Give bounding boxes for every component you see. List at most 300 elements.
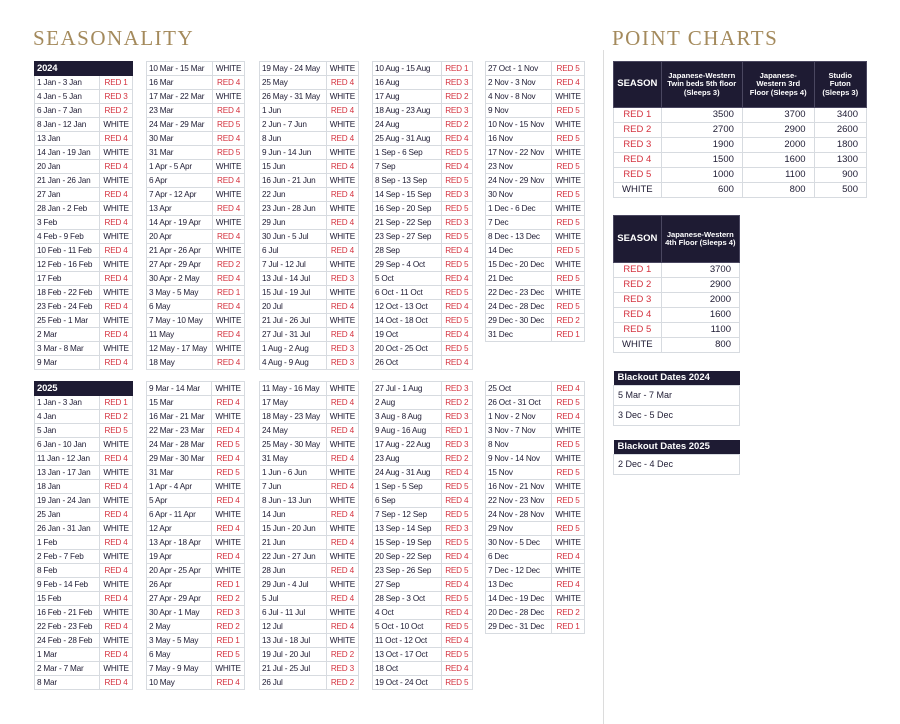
season-date-range: 28 Jun (260, 564, 327, 578)
season-row (260, 452, 359, 466)
season-row (373, 76, 473, 90)
season-row (373, 62, 473, 76)
season-date-range: 11 May - 16 May (260, 382, 327, 396)
season-date-range: 1 Feb (35, 536, 100, 550)
season-row (260, 382, 359, 396)
season-date-range: 26 Oct - 31 Oct (486, 396, 552, 410)
season-date-range: 29 Jun (260, 216, 327, 230)
season-row (260, 216, 359, 230)
season-code: RED 4 (326, 104, 358, 118)
season-code: WHITE (213, 188, 245, 202)
season-date-range: 26 Jul (260, 676, 327, 690)
season-code: RED 5 (441, 286, 473, 300)
season-date-range: 1 Apr - 4 Apr (147, 480, 212, 494)
season-name: WHITE (614, 338, 662, 353)
season-code: RED 4 (441, 662, 473, 676)
season-code: WHITE (212, 508, 245, 522)
season-row (260, 118, 359, 132)
points-value: 2700 (661, 123, 742, 138)
season-row (35, 202, 133, 216)
season-code: WHITE (100, 258, 133, 272)
room-type-header: Studio Futon (Sleeps 3) (814, 62, 866, 108)
season-row (373, 550, 473, 564)
point-chart-table-2 (613, 215, 740, 353)
season-code: RED 2 (326, 676, 358, 690)
season-code: RED 5 (552, 272, 585, 286)
season-code: RED 5 (552, 466, 585, 480)
season-row (147, 356, 245, 370)
season-date-range: 14 Apr - 19 Apr (147, 216, 213, 230)
season-code: RED 1 (552, 620, 585, 634)
season-code: WHITE (100, 494, 133, 508)
season-row (486, 592, 585, 606)
season-date-range: 13 Jan (35, 132, 100, 146)
season-code: RED 4 (213, 104, 245, 118)
season-row (147, 146, 245, 160)
season-row (147, 480, 245, 494)
season-code: RED 4 (100, 272, 133, 286)
season-row (35, 314, 133, 328)
season-code: RED 3 (441, 522, 473, 536)
season-code: RED 2 (100, 410, 133, 424)
season-date-range: 15 Jun - 20 Jun (260, 522, 327, 536)
season-code: RED 4 (441, 494, 473, 508)
season-date-range: 1 Nov - 2 Nov (486, 410, 552, 424)
season-date-range: 21 Jul - 25 Jul (260, 662, 327, 676)
points-value: 1600 (742, 153, 814, 168)
season-code: WHITE (552, 508, 585, 522)
season-row (147, 634, 245, 648)
season-row (147, 466, 245, 480)
season-row (373, 536, 473, 550)
season-code: RED 4 (213, 132, 245, 146)
season-date-range: 20 Apr (147, 230, 213, 244)
season-date-range: 15 Feb (35, 592, 100, 606)
season-code: WHITE (212, 480, 245, 494)
season-code: RED 4 (212, 424, 245, 438)
section-divider (603, 50, 604, 724)
season-code: RED 4 (326, 564, 358, 578)
season-code: RED 4 (441, 634, 473, 648)
room-type-header: Japanese-Western 3rd Floor (Sleeps 4) (742, 62, 814, 108)
season-row (260, 230, 359, 244)
season-row (35, 104, 133, 118)
season-date-range: 23 Jun - 28 Jun (260, 202, 327, 216)
season-code: RED 5 (441, 620, 473, 634)
season-row (486, 286, 585, 300)
season-date-range: 29 Jun - 4 Jul (260, 578, 327, 592)
season-code: WHITE (213, 160, 245, 174)
season-row (373, 132, 473, 146)
season-date-range: 17 Feb (35, 272, 100, 286)
season-row (35, 466, 133, 480)
season-row (260, 244, 359, 258)
season-row (260, 104, 359, 118)
season-date-range: 8 Sep - 13 Sep (373, 174, 442, 188)
season-row (147, 314, 245, 328)
season-code: RED 4 (326, 480, 358, 494)
season-row (486, 466, 585, 480)
season-row (260, 676, 359, 690)
points-row (614, 338, 740, 353)
season-date-range: 18 Jan (35, 480, 100, 494)
season-name: RED 1 (614, 263, 662, 278)
season-code: RED 1 (212, 578, 245, 592)
season-code: RED 4 (326, 76, 358, 90)
season-row (486, 620, 585, 634)
season-date-range: 6 Apr (147, 174, 213, 188)
season-code: RED 4 (212, 494, 245, 508)
season-row (373, 216, 473, 230)
season-date-range: 28 Jan - 2 Feb (35, 202, 100, 216)
season-row (147, 62, 245, 76)
season-row (35, 230, 133, 244)
season-row (147, 202, 245, 216)
season-date-range: 15 Dec - 20 Dec (486, 258, 552, 272)
year-header-row (35, 62, 133, 76)
season-date-range: 19 Oct (373, 328, 442, 342)
season-date-range: 23 Sep - 27 Sep (373, 230, 442, 244)
season-row (486, 536, 585, 550)
points-row (614, 278, 740, 293)
season-date-range: 7 Jun (260, 480, 327, 494)
season-code: RED 4 (552, 382, 585, 396)
season-date-range: 26 Apr (147, 578, 212, 592)
season-row (260, 620, 359, 634)
season-date-range: 2 Nov - 3 Nov (486, 76, 552, 90)
season-code: WHITE (100, 522, 133, 536)
season-date-range: 9 Mar (35, 356, 100, 370)
season-row (35, 258, 133, 272)
season-code: RED 4 (213, 76, 245, 90)
season-date-range: 22 Mar - 23 Mar (147, 424, 212, 438)
season-row (260, 466, 359, 480)
season-date-range: 6 May (147, 648, 212, 662)
season-code: RED 4 (213, 202, 245, 216)
points-row (614, 108, 867, 123)
season-row (35, 244, 133, 258)
season-code: WHITE (326, 258, 358, 272)
season-code: RED 4 (441, 160, 473, 174)
season-code: WHITE (213, 216, 245, 230)
season-code: RED 4 (441, 300, 473, 314)
season-date-range: 25 Feb - 1 Mar (35, 314, 100, 328)
seasonality-2025-column-1 (34, 381, 133, 690)
season-row (260, 410, 359, 424)
season-row (486, 522, 585, 536)
room-type-header: Japanese-Western 4th Floor (Sleeps 4) (661, 216, 739, 263)
season-code: RED 5 (552, 522, 585, 536)
blackout-date-range: 5 Mar - 7 Mar (614, 385, 740, 405)
season-code: RED 4 (326, 216, 358, 230)
season-date-range: 1 Jan - 3 Jan (35, 396, 100, 410)
season-row (486, 550, 585, 564)
season-date-range: 10 Aug - 15 Aug (373, 62, 442, 76)
points-value: 1300 (814, 153, 866, 168)
season-code: RED 5 (552, 132, 585, 146)
season-date-range: 17 Nov - 22 Nov (486, 146, 552, 160)
season-date-range: 12 May - 17 May (147, 342, 213, 356)
season-date-range: 16 Jun - 21 Jun (260, 174, 327, 188)
season-code: RED 4 (213, 300, 245, 314)
season-row (260, 438, 359, 452)
season-row (373, 480, 473, 494)
season-date-range: 29 Nov (486, 522, 552, 536)
season-date-range: 4 Feb - 9 Feb (35, 230, 100, 244)
season-row (147, 662, 245, 676)
season-date-range: 27 Sep (373, 578, 442, 592)
season-code: WHITE (326, 174, 358, 188)
seasonality-2024-column-3 (259, 61, 359, 370)
season-row (35, 356, 133, 370)
season-row (35, 272, 133, 286)
season-row (260, 314, 359, 328)
season-row (147, 258, 245, 272)
season-code: WHITE (100, 286, 133, 300)
points-value: 3500 (661, 108, 742, 123)
blackout-2025-title: Blackout Dates 2025 (614, 440, 740, 454)
season-date-range: 24 Nov - 29 Nov (486, 174, 552, 188)
season-date-range: 23 Nov (486, 160, 552, 174)
season-code: WHITE (552, 424, 585, 438)
season-date-range: 2 Feb - 7 Feb (35, 550, 100, 564)
season-code: RED 1 (552, 328, 585, 342)
season-date-range: 31 Mar (147, 466, 212, 480)
season-row (260, 480, 359, 494)
season-date-range: 15 Jul - 19 Jul (260, 286, 327, 300)
season-date-range: 27 Jul - 1 Aug (373, 382, 442, 396)
season-date-range: 18 May - 23 May (260, 410, 327, 424)
points-value: 2900 (661, 278, 739, 293)
season-code: RED 5 (441, 258, 473, 272)
season-date-range: 6 Jan - 7 Jan (35, 104, 100, 118)
season-date-range: 5 Jul (260, 592, 327, 606)
season-date-range: 6 May (147, 300, 213, 314)
season-code: RED 4 (100, 160, 133, 174)
season-row (35, 480, 133, 494)
season-row (486, 494, 585, 508)
season-row (35, 592, 133, 606)
season-date-range: 6 Jan - 10 Jan (35, 438, 100, 452)
season-code: RED 4 (100, 564, 133, 578)
season-date-range: 18 Feb - 22 Feb (35, 286, 100, 300)
season-date-range: 14 Jun (260, 508, 327, 522)
season-row (147, 438, 245, 452)
season-code: RED 2 (326, 648, 358, 662)
season-date-range: 10 May (147, 676, 212, 690)
season-date-range: 12 Feb - 16 Feb (35, 258, 100, 272)
season-date-range: 2 Aug (373, 396, 442, 410)
season-date-range: 3 Mar - 8 Mar (35, 342, 100, 356)
season-date-range: 8 Dec - 13 Dec (486, 230, 552, 244)
season-date-range: 15 Jun (260, 160, 327, 174)
season-code: WHITE (326, 202, 358, 216)
season-code: WHITE (326, 286, 358, 300)
season-code: WHITE (212, 662, 245, 676)
season-row (35, 564, 133, 578)
season-row (260, 536, 359, 550)
season-code: RED 1 (441, 62, 473, 76)
season-row (147, 550, 245, 564)
season-code: RED 4 (441, 244, 473, 258)
season-date-range: 1 Jun (260, 104, 327, 118)
season-row (373, 494, 473, 508)
season-code: RED 4 (100, 452, 133, 466)
season-date-range: 24 Aug (373, 118, 442, 132)
season-code: RED 4 (441, 578, 473, 592)
seasonality-2024-column-5 (485, 61, 585, 342)
season-row (35, 606, 133, 620)
season-code: WHITE (326, 230, 358, 244)
season-date-range: 19 Jul - 20 Jul (260, 648, 327, 662)
season-row (35, 132, 133, 146)
season-date-range: 9 Aug - 16 Aug (373, 424, 442, 438)
season-code: RED 5 (441, 480, 473, 494)
season-code: WHITE (100, 146, 133, 160)
season-row (373, 174, 473, 188)
season-date-range: 6 Sep (373, 494, 442, 508)
season-date-range: 20 Jan (35, 160, 100, 174)
season-date-range: 16 Aug (373, 76, 442, 90)
season-date-range: 23 Mar (147, 104, 213, 118)
season-code: RED 2 (212, 620, 245, 634)
season-row (260, 396, 359, 410)
season-code: WHITE (326, 522, 358, 536)
season-date-range: 1 Apr - 5 Apr (147, 160, 213, 174)
season-code: RED 1 (100, 76, 133, 90)
season-code: WHITE (552, 90, 585, 104)
season-row (373, 424, 473, 438)
season-date-range: 14 Oct - 18 Oct (373, 314, 442, 328)
season-row (260, 606, 359, 620)
season-date-range: 7 Dec - 12 Dec (486, 564, 552, 578)
season-code: RED 5 (441, 174, 473, 188)
season-row (373, 118, 473, 132)
season-date-range: 22 Nov - 23 Nov (486, 494, 552, 508)
season-code: RED 4 (326, 328, 358, 342)
season-date-range: 9 Nov (486, 104, 552, 118)
season-code: RED 2 (100, 104, 133, 118)
season-code: WHITE (213, 244, 245, 258)
season-row (373, 230, 473, 244)
season-date-range: 11 Jan - 12 Jan (35, 452, 100, 466)
season-code: RED 3 (441, 410, 473, 424)
season-row (486, 328, 585, 342)
season-code: RED 2 (213, 258, 245, 272)
season-code: RED 5 (552, 244, 585, 258)
season-row (373, 90, 473, 104)
season-code: RED 3 (212, 606, 245, 620)
points-value: 2600 (814, 123, 866, 138)
season-code: RED 4 (441, 272, 473, 286)
season-row (35, 676, 133, 690)
season-row (373, 382, 473, 396)
season-code: WHITE (552, 146, 585, 160)
season-date-range: 21 Dec (486, 272, 552, 286)
season-code: RED 5 (441, 230, 473, 244)
season-date-range: 7 Dec (486, 216, 552, 230)
season-row (486, 438, 585, 452)
season-code: RED 3 (441, 188, 473, 202)
season-row (486, 230, 585, 244)
blackout-row (614, 454, 740, 474)
season-row (147, 536, 245, 550)
points-value: 1100 (742, 168, 814, 183)
season-row (147, 90, 245, 104)
season-date-range: 23 Feb - 24 Feb (35, 300, 100, 314)
season-row (486, 188, 585, 202)
season-date-range: 8 Jun (260, 132, 327, 146)
points-value: 500 (814, 183, 866, 198)
season-row (373, 104, 473, 118)
points-value: 2000 (742, 138, 814, 153)
season-code: WHITE (100, 550, 133, 564)
season-date-range: 12 Jul (260, 620, 327, 634)
season-date-range: 27 Jul - 31 Jul (260, 328, 327, 342)
season-date-range: 2 Jun - 7 Jun (260, 118, 327, 132)
season-code: WHITE (552, 480, 585, 494)
season-row (147, 188, 245, 202)
season-row (147, 174, 245, 188)
season-code: RED 5 (213, 146, 245, 160)
season-code: RED 2 (552, 314, 585, 328)
season-date-range: 14 Dec - 19 Dec (486, 592, 552, 606)
season-code: RED 4 (100, 508, 133, 522)
season-row (260, 132, 359, 146)
season-row (373, 676, 473, 690)
season-date-range: 9 Feb - 14 Feb (35, 578, 100, 592)
season-row (486, 160, 585, 174)
season-row (373, 564, 473, 578)
season-code: RED 4 (100, 648, 133, 662)
season-date-range: 13 Sep - 14 Sep (373, 522, 442, 536)
season-code: RED 2 (212, 592, 245, 606)
season-date-range: 18 Aug - 23 Aug (373, 104, 442, 118)
points-value: 2000 (661, 293, 739, 308)
season-row (260, 272, 359, 286)
season-row (147, 606, 245, 620)
season-date-range: 4 Nov - 8 Nov (486, 90, 552, 104)
season-row (147, 396, 245, 410)
season-row (260, 90, 359, 104)
season-code: RED 1 (100, 396, 133, 410)
season-code: RED 5 (441, 202, 473, 216)
season-code: WHITE (552, 286, 585, 300)
season-code: WHITE (552, 230, 585, 244)
season-code: RED 5 (441, 592, 473, 606)
season-date-range: 19 Jan - 24 Jan (35, 494, 100, 508)
season-date-range: 23 Sep - 26 Sep (373, 564, 442, 578)
season-row (260, 564, 359, 578)
season-column-header: SEASON (614, 62, 662, 108)
season-row (373, 314, 473, 328)
season-code: RED 5 (441, 508, 473, 522)
season-code: RED 4 (212, 452, 245, 466)
season-date-range: 20 Dec - 28 Dec (486, 606, 552, 620)
season-date-range: 6 Apr - 11 Apr (147, 508, 212, 522)
season-name: RED 5 (614, 323, 662, 338)
point-charts-title: POINT CHARTS (612, 26, 779, 50)
season-date-range: 3 May - 5 May (147, 286, 213, 300)
points-value: 800 (742, 183, 814, 198)
season-date-range: 29 Mar - 30 Mar (147, 452, 212, 466)
season-code: RED 3 (326, 662, 358, 676)
season-row (35, 508, 133, 522)
season-row (373, 592, 473, 606)
season-row (260, 578, 359, 592)
seasonality-2024-column-4 (372, 61, 473, 370)
season-code: WHITE (100, 230, 133, 244)
